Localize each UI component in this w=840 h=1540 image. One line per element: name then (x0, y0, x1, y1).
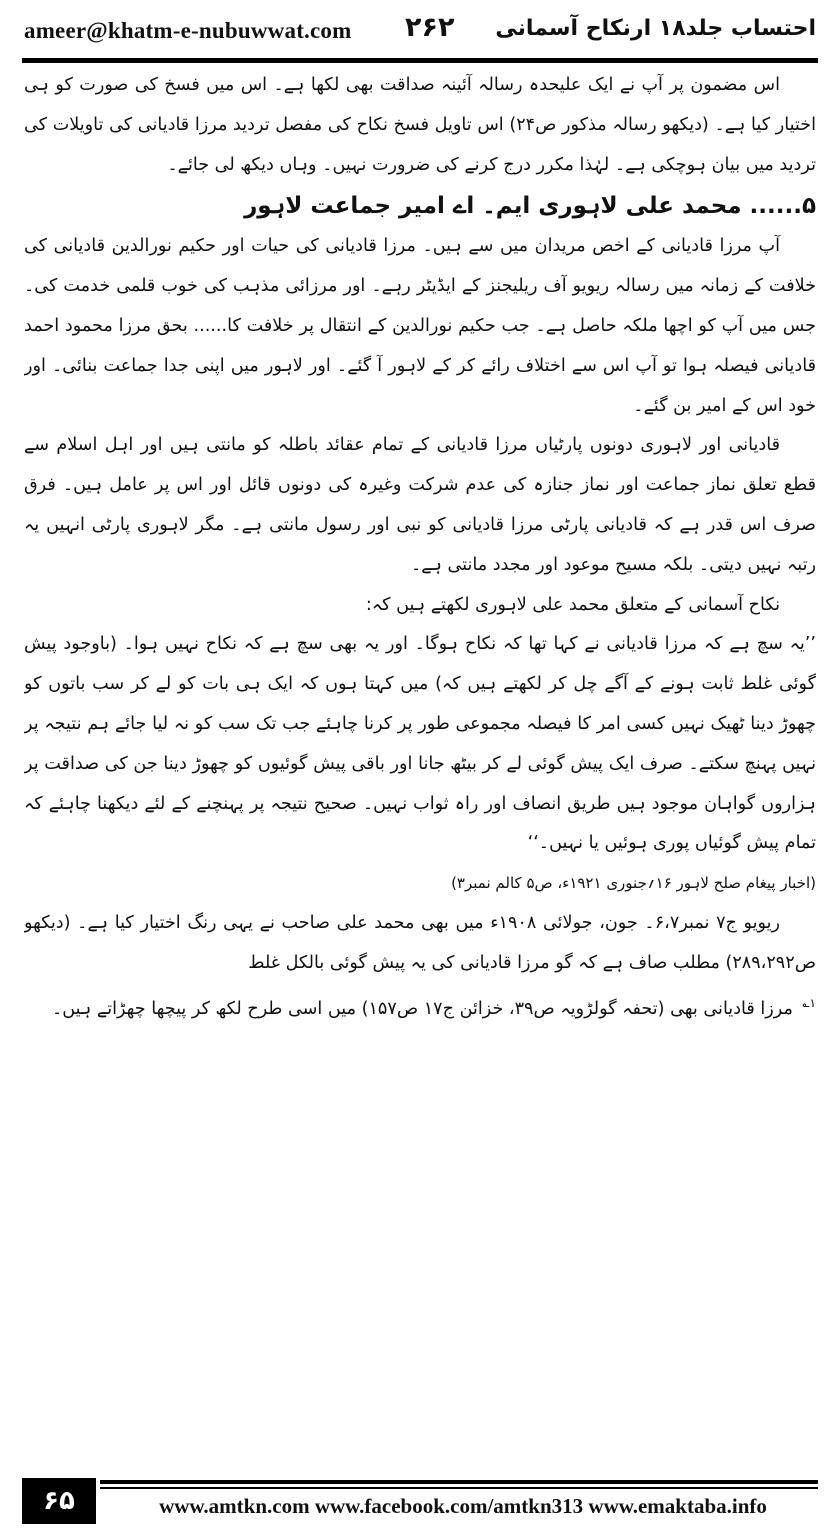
header-book-title: احتساب جلد۱۸ ارنکاح آسمانی (495, 16, 816, 41)
header-email: ameer@khatm-e-nubuwwat.com (24, 18, 352, 43)
paragraph-parties: قادیانی اور لاہوری دونوں پارٹیاں مرزا قادیانی کے تمام عقائد باطلہ کو مانتی ہیں اور اہل اسلام سے قطع تعلق نماز جماعت اور نماز جنازہ کی عدم شرکت وغیرہ کی دونوں قائل اور اس پر عامل ہیں۔ فرق صرف اس قدر ہے کہ قادیانی پارٹی مرزا قادیانی کو نبی اور رسول مانتی ہے۔ مگر لاہوری پارٹی انہیں یہ رتبہ نہیں دیتی۔ بلکہ مسیح موعود اور مجدد مانتی ہے۔ (24, 435, 816, 575)
paragraph-quote-intro: نکاح آسمانی کے متعلق محمد علی لاہوری لکھتے ہیں کہ: (365, 594, 780, 615)
page-body (24, 66, 816, 1461)
page-footer (22, 1478, 818, 1528)
page-header (22, 12, 818, 56)
footnote-text: مرزا قادیانی بھی (تحفہ گولڑویہ ص۳۹، خزائن ج۱۷ ص۱۵۷) میں اسی طرح لکھ کر پیچھا چھڑاتے ہیں۔ (51, 998, 793, 1019)
footer-page-box: ۶۵ (22, 1478, 96, 1524)
section-heading: ۵...... محمد علی لاہوری ایم۔ اے امیر جماعت لاہور (244, 193, 816, 220)
paragraph-biography: آپ مرزا قادیانی کے اخص مریدان میں سے ہیں۔ مرزا قادیانی کی حیات اور حکیم نورالدین قادیانی کی خلافت کے زمانہ میں رسالہ ریویو آف ریلیجنز کے ایڈیٹر رہے۔ اور مرزائی مذہب کی خوب قلمی خدمت کی۔ جس میں آپ کو اچھا ملکہ حاصل ہے۔ جب حکیم نورالدین کے انتقال پر خلافت کا...... بحق مرزا محمود احمد قادیانی فیصلہ ہوا تو آپ اس سے اختلاف رائے کر کے لاہور آ گئے۔ اور لاہور میں اپنی جدا جماعت بنائی۔ اور خود اس کے امیر بن گئے۔ (24, 236, 816, 416)
paragraph-review: ریویو ج۷ نمبر۶،۷۔ جون، جولائی ۱۹۰۸ء میں بھی محمد علی صاحب نے یہی رنگ اختیار کیا ہے۔ (دیکھو ص۲۸۹،۲۹۲) مطلب صاف ہے کہ گو مرزا قادیانی کی یہ پیش گوئی بالکل غلط (24, 912, 816, 973)
footnote-marker: ۱؎ (802, 995, 816, 1010)
footer-rule-thin (100, 1487, 818, 1489)
footer-rule-thick (100, 1480, 818, 1484)
block-quote: ’’یہ سچ ہے کہ مرزا قادیانی نے کہا تھا کہ نکاح ہوگا۔ اور یہ بھی سچ ہے کہ نکاح نہیں ہوا۔ (باوجود پیش گوئی غلط ثابت ہونے کے آگے چل کر لکھتے ہیں کہ) میں کہتا ہوں کہ ایک ہی بات کو لے کر سب باتوں کو چھوڑ دینا ٹھیک نہیں کسی امر کا فیصلہ مجموعی طور پر کرنا چاہئے جب تک سب کو نہ لیا جائے ہم نتیجہ پر نہیں پہنچ سکتے۔ صرف ایک پیش گوئی لے کر بیٹھ جانا اور باقی پیش گوئیوں کو چھوڑ دینا جن کی صداقت پر ہزاروں گواہان موجود ہیں طریق انصاف اور راہ ثواب نہیں۔ صحیح نتیجہ پر پہنچنے کے لئے دیکھنا چاہئے کہ تمام پیش گوئیاں پوری ہوئیں یا نہیں۔‘‘ (24, 634, 816, 854)
paragraph-fasakh: اس مضمون پر آپ نے ایک علیحدہ رسالہ آئینہ صداقت بھی لکھا ہے۔ اس میں فسخ کی صورت کو ہی اختیار کیا ہے۔ (دیکھو رسالہ مذکور ص۲۴) اس تاویل فسخ نکاح کی مفصل تردید مرزا قادیانی کی تاویلات کی تردید میں بیان ہوچکی ہے۔ لہٰذا مکرر درج کرنے کی ضرورت نہیں۔ وہاں دیکھ لی جائے۔ (24, 75, 816, 175)
footnote (24, 984, 816, 1030)
header-page-number: ۲۶۲ (405, 12, 455, 43)
quote-citation: (اخبار پیغام صلح لاہور ۱۶؍جنوری ۱۹۲۱ء، ص۵ کالم نمبر۳) (451, 874, 816, 893)
header-rule (22, 58, 818, 63)
footer-links[interactable]: www.amtkn.com www.facebook.com/amtkn313 www.emaktaba.info (159, 1494, 767, 1518)
